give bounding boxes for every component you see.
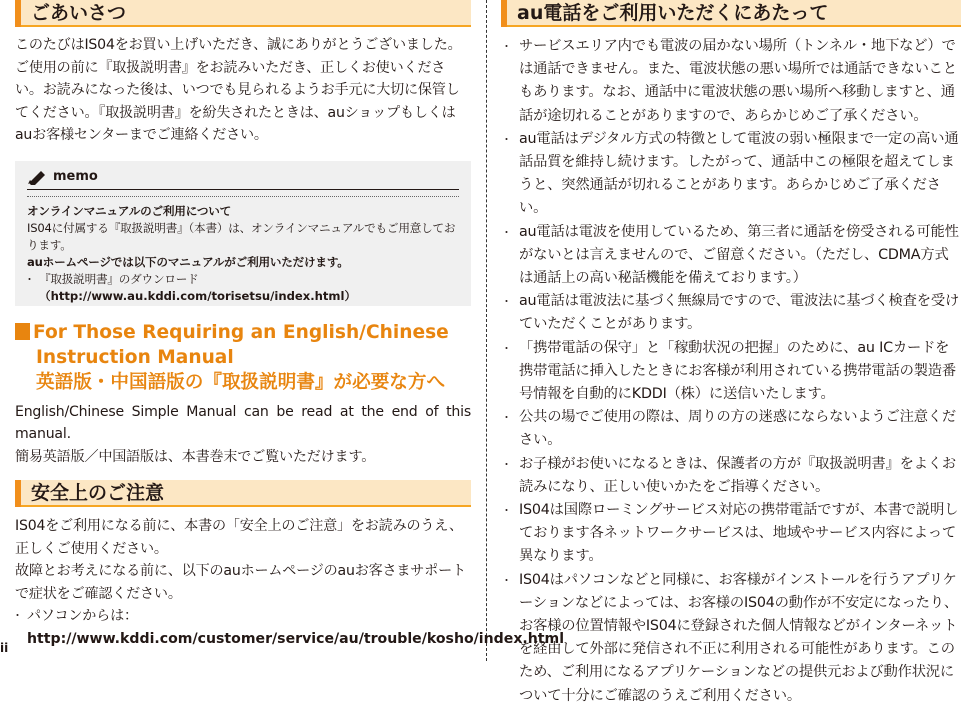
english-heading-line2: Instruction Manual	[36, 346, 234, 368]
memo-label: memo	[53, 168, 98, 184]
greeting-text: このたびはIS04をお買い上げいただき、誠にありがとうございました。ご使用の前に『取扱説明書』をお読みいただき、正しくお使いください。お読みになった後は、いつでも見られるようお手元に大切に保管してください。『取扱説明書』を紛失されたときは、auショップもしくはauお客様センターまでご連絡ください。	[15, 37, 462, 143]
memo-online-text: IS04に付属する『取扱説明書』（本書）は、オンラインマニュアルでもご用意しております。	[27, 220, 456, 252]
au-usage-heading: au電話をご利用いただくにあたって	[501, 0, 961, 27]
square-bullet-icon	[15, 323, 30, 340]
column-divider	[486, 0, 487, 661]
memo-download-label: 『取扱説明書』のダウンロード	[39, 271, 199, 286]
safety-heading: 安全上のご注意	[15, 480, 471, 507]
pc-label: パソコンからは：	[27, 608, 138, 624]
safety-text1: IS04をご利用になる前に、本書の「安全上のご注意」をお読みのうえ、正しくご使用ください。	[15, 518, 463, 557]
au-usage-item: ・ 「携帯電話の保守」と「稼動状況の把握」のために、au ICカードを携帯電話に挿入したときにお客様が利用されている携帯電話の製造番号情報を自動的にKDDI（株）に送信いたします。	[501, 337, 961, 407]
au-usage-item: ・ お子様がお使いになるときは、保護者の方が『取扱説明書』をよくお読みになり、正しい使いかたをご指導ください。	[501, 453, 961, 499]
memo-dotted-line	[27, 190, 459, 197]
english-text: English/Chinese Simple Manual can be read at the end of this manual.	[15, 403, 471, 442]
safety-list	[15, 605, 565, 650]
right-column	[501, 0, 961, 708]
au-usage-item: ・ IS04はパソコンなどと同様に、お客様がインストールを行うアプリケーションなどによっては、お客様のIS04の動作が不安定になったり、お客様の位置情報やIS04に登録された個人情報などがインターネットを経由して外部に発信され不正に利用される可能性があります。このため、ご利用になるアプリケーションなどの提供元および動作状況について十分にご確認のうえご利用ください。	[501, 569, 961, 708]
safety-pc-item	[15, 605, 565, 650]
au-usage-item: ・ au電話は電波法に基づく無線局ですので、電波法に基づく検査を受けていただくことがあります。	[501, 290, 961, 336]
au-usage-item: ・ サービスエリア内でも電波の届かない場所（トンネル・地下など）では通話できません。また、電波状態の悪い場所では通話できないこともあります。なお、通話中に電波状態の悪い場所へ移動しますと、通話が途切れることがありますので、あらかじめご了承ください。	[501, 35, 961, 128]
pencil-icon	[27, 169, 51, 189]
memo-online-title: オンラインマニュアルのご利用について	[27, 203, 232, 218]
english-heading	[15, 320, 471, 395]
memo-hp-title: auホームページでは以下のマニュアルがご利用いただけます。	[27, 254, 349, 269]
au-usage-list	[501, 35, 961, 708]
au-usage-item: ・ 公共の場でご使用の際は、周りの方の迷惑にならないようご注意ください。	[501, 406, 961, 452]
au-usage-item: ・ IS04は国際ローミングサービス対応の携帯電話ですが、本書で説明しております各ネットワークサービスは、地域やサービス内容によって異なります。	[501, 499, 961, 569]
au-usage-item: ・ au電話は電波を使用しているため、第三者に通話を傍受される可能性がないとは言えませんので、ご留意ください。（ただし、CDMA方式は通話上の高い秘話機能を備えております。）	[501, 221, 961, 291]
english-heading-jp: 英語版・中国語版の『取扱説明書』が必要な方へ	[36, 371, 446, 393]
left-column	[15, 0, 565, 650]
memo-box	[15, 161, 471, 306]
memo-list	[27, 271, 459, 305]
au-usage-item: ・ au電話はデジタル方式の特徴として電波の弱い極限まで一定の高い通話品質を維持し続けます。したがって、通話中この極限を超えてしまうと、突然通話が切れることがあります。あらかじめご了承ください。	[501, 128, 961, 221]
memo-download-url[interactable]: （http://www.au.kddi.com/torisetsu/index.html）	[39, 288, 357, 303]
greeting-heading: ごあいさつ	[15, 0, 471, 27]
memo-title	[27, 167, 459, 190]
memo-download-item	[27, 271, 459, 305]
pc-url[interactable]: http://www.kddi.com/customer/service/au/trouble/kosho/index.html	[27, 630, 565, 647]
english-text-jp: 簡易英語版／中国語版は、本書巻末でご覧いただけます。	[15, 448, 376, 465]
english-heading-line1: For Those Requiring an English/Chinese	[33, 321, 449, 343]
safety-text2: 故障とお考えになる前に、以下のauホームページのauお客さまサポートで症状をご確認ください。	[15, 563, 466, 602]
page-number: ii	[0, 641, 9, 655]
